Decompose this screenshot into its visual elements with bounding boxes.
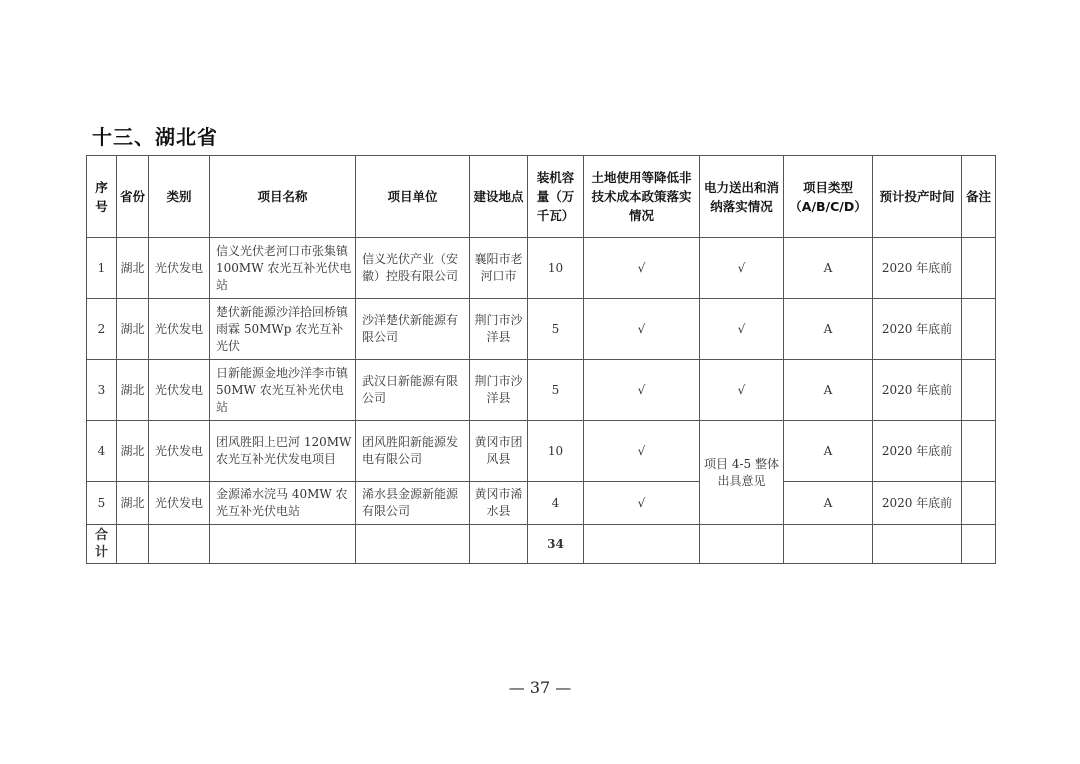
col-header-location: 建设地点 [470,156,528,238]
cell-power: √ [700,238,784,299]
cell-location: 黄冈市团风县 [470,421,528,482]
table-row [87,360,996,421]
cell-type: A [784,482,873,525]
cell-capacity: 10 [528,238,584,299]
cell-no: 4 [87,421,117,482]
project-table [86,155,996,564]
cell-location: 荆门市沙洋县 [470,360,528,421]
cell-name: 信义光伏老河口市张集镇 100MW 农光互补光伏电站 [210,238,356,299]
col-header-no: 序号 [87,156,117,238]
cell-no: 2 [87,299,117,360]
cell-location: 襄阳市老河口市 [470,238,528,299]
cell-capacity: 10 [528,421,584,482]
table-row [87,238,996,299]
cell-name: 日新能源金地沙洋李市镇 50MW 农光互补光伏电站 [210,360,356,421]
col-header-note: 备注 [962,156,996,238]
cell-note [962,482,996,525]
cell-location: 黄冈市浠水县 [470,482,528,525]
cell-land: √ [584,360,700,421]
total-label: 合计 [87,525,117,564]
cell-capacity: 5 [528,360,584,421]
cell-land: √ [584,238,700,299]
cell-land: √ [584,421,700,482]
cell-capacity: 5 [528,299,584,360]
cell-name: 团风胜阳上巴河 120MW 农光互补光伏发电项目 [210,421,356,482]
cell-category: 光伏发电 [149,482,210,525]
cell-province: 湖北 [117,238,149,299]
cell-note [962,238,996,299]
col-header-unit: 项目单位 [356,156,470,238]
cell-time: 2020 年底前 [873,360,962,421]
col-header-category: 类别 [149,156,210,238]
cell-type: A [784,360,873,421]
col-header-power: 电力送出和消纳落实情况 [700,156,784,238]
cell-power-merged: 项目 4-5 整体出具意见 [700,421,784,525]
total-capacity: 34 [528,525,584,564]
cell-note [962,360,996,421]
col-header-time: 预计投产时间 [873,156,962,238]
table-row [87,421,996,482]
total-row [87,525,996,564]
cell-location: 荆门市沙洋县 [470,299,528,360]
cell-capacity: 4 [528,482,584,525]
col-header-province: 省份 [117,156,149,238]
cell-type: A [784,421,873,482]
cell-note [962,299,996,360]
col-header-land: 土地使用等降低非技术成本政策落实情况 [584,156,700,238]
cell-unit: 团风胜阳新能源发电有限公司 [356,421,470,482]
cell-province: 湖北 [117,421,149,482]
col-header-name: 项目名称 [210,156,356,238]
cell-time: 2020 年底前 [873,421,962,482]
cell-land: √ [584,482,700,525]
cell-category: 光伏发电 [149,299,210,360]
cell-province: 湖北 [117,360,149,421]
cell-power: √ [700,299,784,360]
cell-category: 光伏发电 [149,421,210,482]
cell-land: √ [584,299,700,360]
section-heading: 十三、湖北省 [92,125,218,149]
cell-no: 5 [87,482,117,525]
col-header-type: 项目类型（A/B/C/D） [784,156,873,238]
cell-time: 2020 年底前 [873,482,962,525]
cell-unit: 武汉日新能源有限公司 [356,360,470,421]
cell-unit: 沙洋楚伏新能源有限公司 [356,299,470,360]
cell-category: 光伏发电 [149,238,210,299]
cell-type: A [784,299,873,360]
table-row [87,299,996,360]
cell-unit: 浠水县金源新能源有限公司 [356,482,470,525]
cell-note [962,421,996,482]
table-header-row [87,156,996,238]
cell-no: 3 [87,360,117,421]
table-row [87,482,996,525]
cell-time: 2020 年底前 [873,238,962,299]
cell-unit: 信义光伏产业（安徽）控股有限公司 [356,238,470,299]
cell-time: 2020 年底前 [873,299,962,360]
cell-province: 湖北 [117,299,149,360]
cell-category: 光伏发电 [149,360,210,421]
cell-type: A [784,238,873,299]
cell-no: 1 [87,238,117,299]
cell-province: 湖北 [117,482,149,525]
page-number: — 37 — [508,678,572,697]
cell-name: 楚伏新能源沙洋拾回桥镇雨霖 50MWp 农光互补光伏 [210,299,356,360]
cell-power: √ [700,360,784,421]
cell-name: 金源浠水浣马 40MW 农光互补光伏电站 [210,482,356,525]
col-header-capacity: 装机容量（万千瓦） [528,156,584,238]
